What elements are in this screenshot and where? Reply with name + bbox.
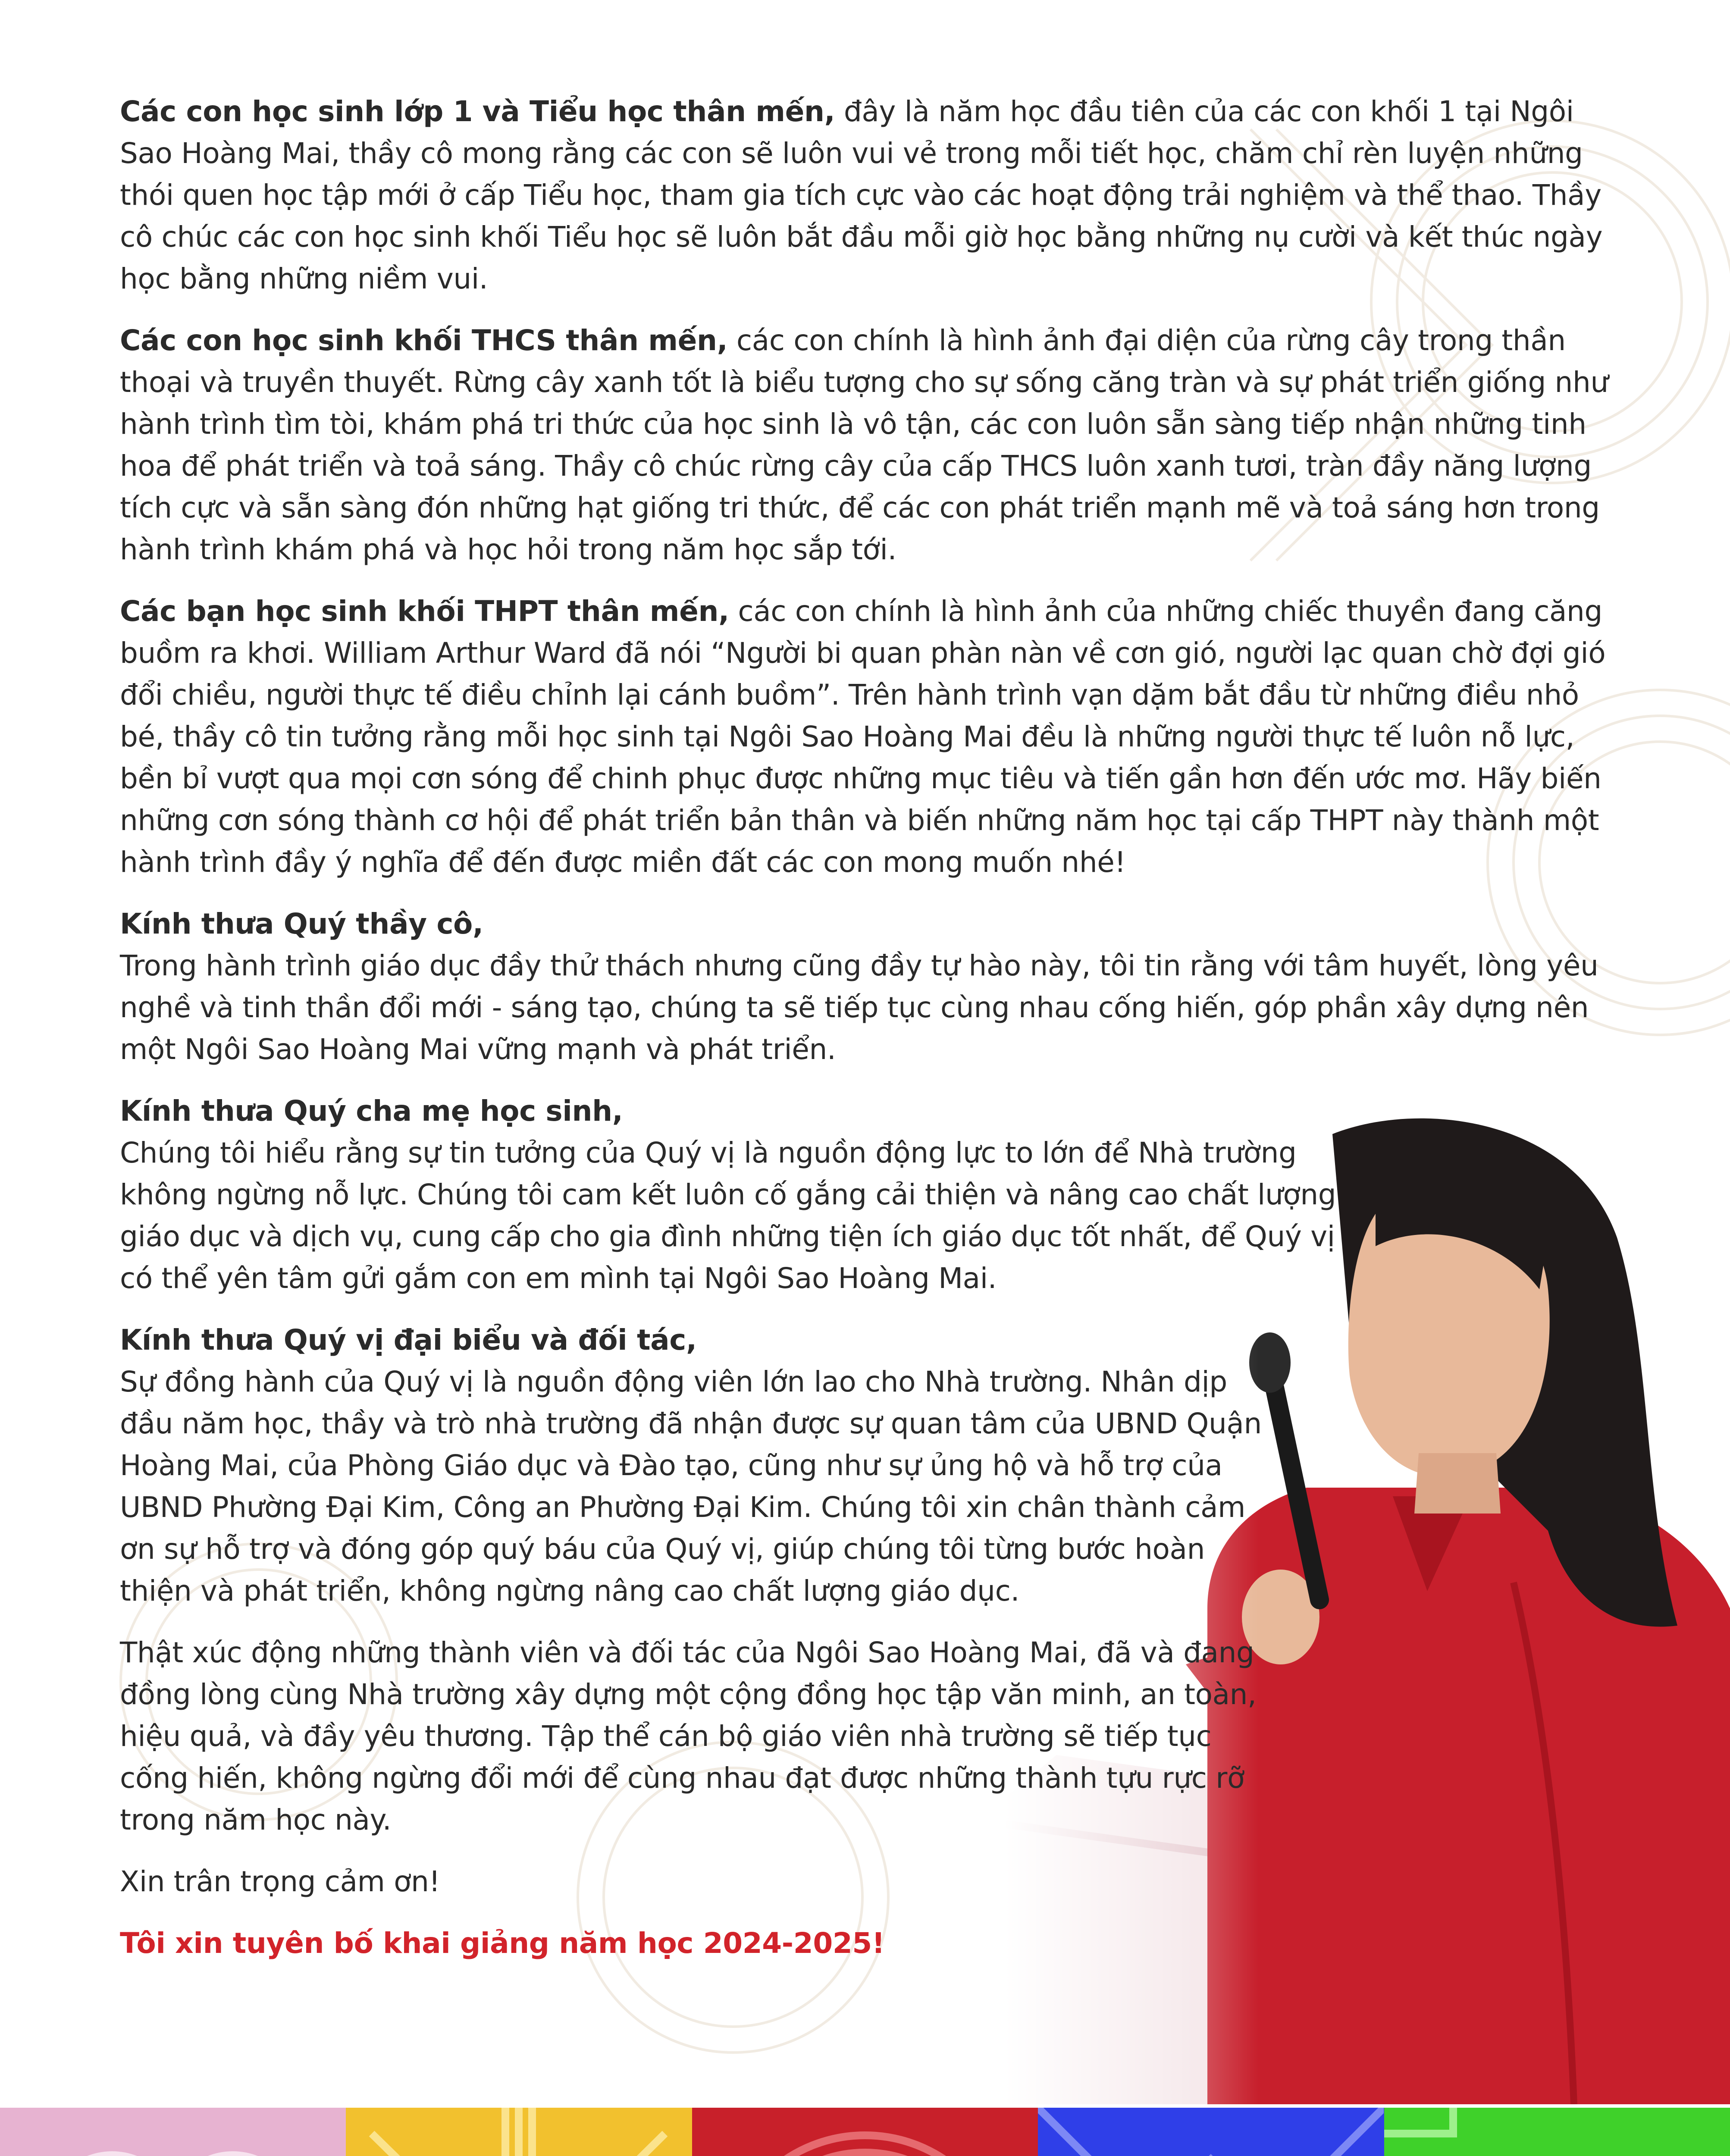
paragraph-secondary xyxy=(120,320,1612,570)
paragraph-lead: Các con học sinh lớp 1 và Tiểu học thân mến, xyxy=(120,95,835,128)
teachers-text: Trong hành trình giáo dục đầy thử thách nhưng cũng đầy tự hào này, tôi tin rằng với tâm huyết, lòng yêu nghề và tinh thần đổi mới - sáng tạo, chúng ta sẽ tiếp tục cùng nhau cống hiến, góp phần xây dựng nên một Ngôi Sao Hoàng Mai vững mạnh và phát triển. xyxy=(120,949,1598,1066)
interlocking-loops-icon xyxy=(0,2108,346,2156)
partners-text: Sự đồng hành của Quý vị là nguồn động viên lớn lao cho Nhà trường. Nhân dịp đầu năm học, thầy và trò nhà trường đã nhận được sự quan tâm của UBND Quận Hoàng Mai, của Phòng Giáo dục và Đào tạo, cũng như sự ủng hộ và hỗ trợ của UBND Phường Đại Kim, Công an Phường Đại Kim. Chúng tôi xin chân thành cảm ơn sự hỗ trợ và đóng góp quý báu của Quý vị, giúp chúng tôi từng bước hoàn thiện và phát triển, không ngừng nâng cao chất lượng giáo dục. xyxy=(120,1365,1262,1608)
parents-text: Chúng tôi hiểu rằng sự tin tưởng của Quý vị là nguồn động lực to lớn để Nhà trường không ngừng nỗ lực. Chúng tôi cam kết luôn cố gắng cải thiện và nâng cao chất lượng giáo dục và dịch vụ, cung cấp cho gia đình những tiện ích giáo dục tốt nhất, để Quý vị có thể yên tâm gửi gắm con em mình tại Ngôi Sao Hoàng Mai. xyxy=(120,1136,1336,1295)
paragraph-text: đây là năm học đầu tiên của các con khối 1 tại Ngôi Sao Hoàng Mai, thầy cô mong rằng các con sẽ luôn vui vẻ trong mỗi tiết học, chăm chỉ rèn luyện những thói quen học tập mới ở cấp Tiểu học, tham gia tích cực vào các hoạt động trải nghiệm và thể thao. Thầy cô chúc các con học sinh khối Tiểu học sẽ luôn bắt đầu mỗi giờ học bằng những nụ cười và kết thúc ngày học bằng những niềm vui. xyxy=(120,95,1603,295)
greeting-partners: Kính thưa Quý vị đại biểu và đối tác, xyxy=(120,1323,697,1357)
letter-body xyxy=(120,91,1612,1984)
thanks-line: Xin trân trọng cảm ơn! xyxy=(120,1865,440,1898)
decorative-tile-strip xyxy=(0,2108,1730,2156)
double-swirl-icon xyxy=(1384,2108,1730,2156)
paragraph-text: các con chính là hình ảnh đại diện của rừng cây trong thần thoại và truyền thuyết. Rừng cây xanh tốt là biểu tượng cho sự sống căng tràn và sự phát triển giống như hành trình tìm tòi, khám phá tri thức của học sinh là vô tận, các con luôn sẵn sàng tiếp nhận những tinh hoa để phát triển và toả sáng. Thầy cô chúc rừng cây của cấp THCS luôn xanh tươi, tràn đầy năng lượng tích cực và sẵn sàng đón những hạt giống tri thức, để các con phát triển mạnh mẽ và toả sáng hơn trong hành trình khám phá và học hỏi trong năm học sắp tới. xyxy=(120,324,1608,566)
paragraph-community: Thật xúc động những thành viên và đối tác của Ngôi Sao Hoàng Mai, đã và đang đồng lòng cùng Nhà trường xây dựng một cộng đồng học tập văn minh, an toàn, hiệu quả, và đầy yêu thương. Tập thể cán bộ giáo viên nhà trường sẽ tiếp tục cống hiến, không ngừng đổi mới để cùng nhau đạt được những thành tựu rực rỡ trong năm học này. xyxy=(120,1636,1257,1836)
paragraph-partners xyxy=(120,1319,1284,1612)
declaration-line: Tôi xin tuyên bố khai giảng năm học 2024-2025! xyxy=(120,1927,885,1960)
greeting-parents: Kính thưa Quý cha mẹ học sinh, xyxy=(120,1094,623,1128)
heart-knot-icon xyxy=(692,2108,1038,2156)
paragraph-highschool xyxy=(120,590,1612,883)
paragraph-lead: Các con học sinh khối THCS thân mến, xyxy=(120,324,728,357)
paragraph-text: các con chính là hình ảnh của những chiếc thuyền đang căng buồm ra khơi. William Arthur Ward đã nói “Người bi quan phàn nàn về cơn gió, người lạc quan chờ đợi gió đổi chiều, người thực tế điều chỉnh lại cánh buồm”. Trên hành trình vạn dặm bắt đầu từ những điều nhỏ bé, thầy cô tin tưởng rằng mỗi học sinh tại Ngôi Sao Hoàng Mai đều là những người thực tế luôn nỗ lực, bền bỉ vượt qua mọi cơn sóng để chinh phục được những mục tiêu và tiến gần hơn đến ước mơ. Hãy biến những cơn sóng thành cơ hội để phát triển bản thân và biến những năm học tại cấp THPT này thành một hành trình đầy ý nghĩa để đến được miền đất các con mong muốn nhé! xyxy=(120,595,1606,879)
paragraph-lead: Các bạn học sinh khối THPT thân mến, xyxy=(120,595,729,628)
greeting-teachers: Kính thưa Quý thầy cô, xyxy=(120,907,483,940)
paragraph-teachers xyxy=(120,903,1612,1070)
nested-diamond-icon xyxy=(1038,2108,1384,2156)
paragraph-primary xyxy=(120,91,1612,300)
sunburst-cross-icon xyxy=(346,2108,692,2156)
paragraph-parents xyxy=(120,1090,1340,1299)
